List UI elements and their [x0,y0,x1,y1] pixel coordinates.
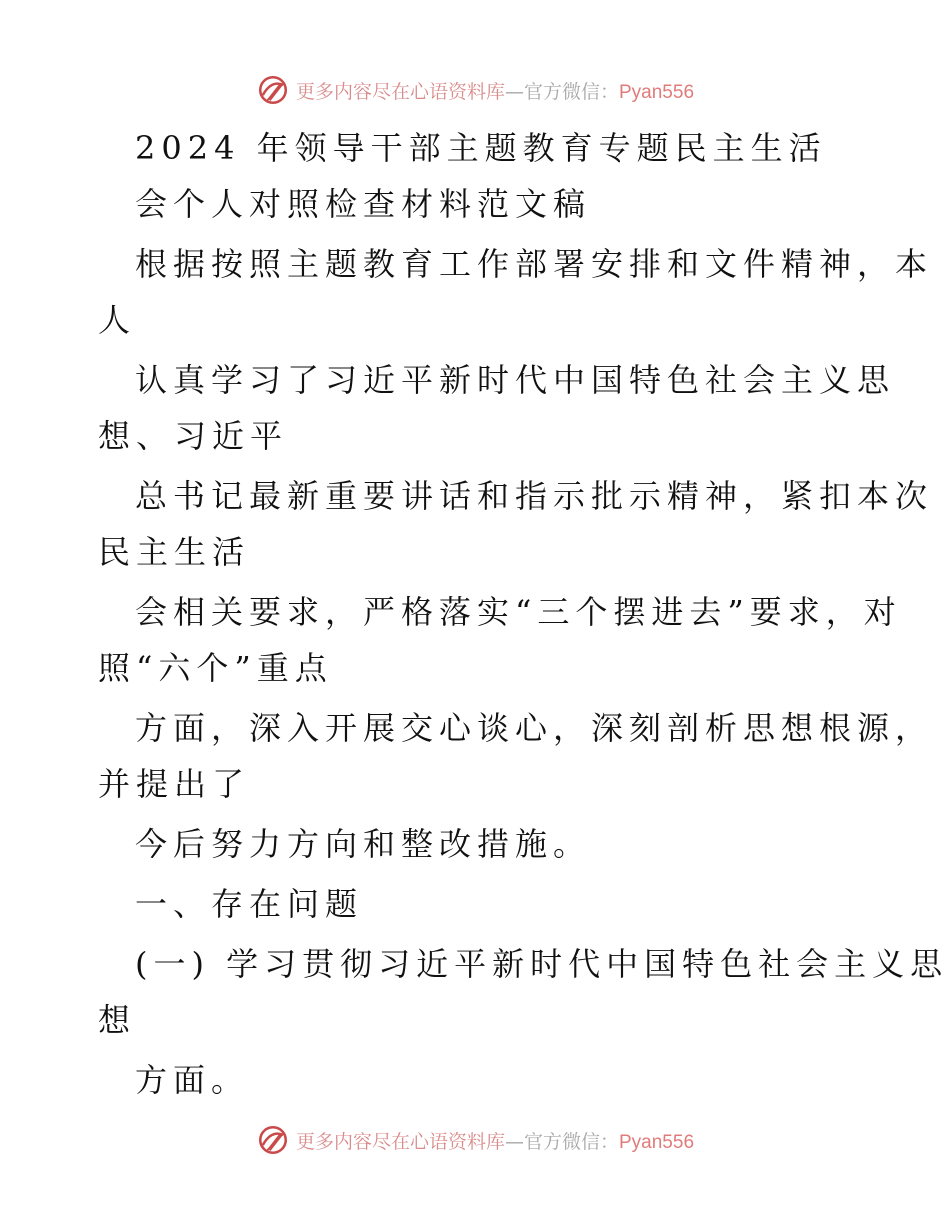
watermark-text [296,77,694,104]
paragraph-line: 照“六个”重点 [98,649,333,687]
watermark-separator: —官方微信： [504,1130,619,1153]
subsection-heading: (一) 学习贯彻习近平新时代中国特色社会主义思 [135,945,949,983]
pen-swirl-logo-icon [256,73,290,107]
paragraph-line: 认真学习了习近平新时代中国特色社会主义思 [135,361,896,399]
header-watermark-banner [0,70,950,110]
watermark-separator: —官方微信： [504,80,619,103]
watermark-prefix: 更多内容尽在心语资料库 [295,80,505,103]
watermark-text [296,1127,694,1154]
document-title-line-2: 会个人对照检查材料范文稿 [135,185,592,223]
paragraph-line: 想 [98,1001,137,1039]
pen-swirl-logo-icon [256,1123,290,1157]
paragraph-line: 想、习近平 [98,417,289,455]
paragraph-line: 总书记最新重要讲话和指示批示精神，紧扣本次 [135,477,934,515]
paragraph-line: 今后努力方向和整改措施。 [135,825,592,863]
watermark-handle: Pyan556 [619,1131,695,1153]
paragraph-line: 民主生活 [98,533,251,571]
paragraph-line: 会相关要求，严格落实“三个摆进去”要求，对 [135,593,902,631]
watermark-handle: Pyan556 [619,81,695,103]
document-title-line-1: 2024 年领导干部主题教育专题民主生活 [135,129,827,167]
watermark-prefix: 更多内容尽在心语资料库 [295,1130,505,1153]
paragraph-line: 方面，深入开展交心谈心，深刻剖析思想根源， [135,709,934,747]
paragraph-line: 方面。 [135,1061,250,1099]
footer-watermark-banner [0,1120,950,1160]
paragraph-line: 并提出了 [98,765,251,803]
paragraph-line: 人 [98,301,137,339]
section-heading: 一、存在问题 [135,885,364,923]
paragraph-line: 根据按照主题教育工作部署安排和文件精神，本 [135,245,934,283]
